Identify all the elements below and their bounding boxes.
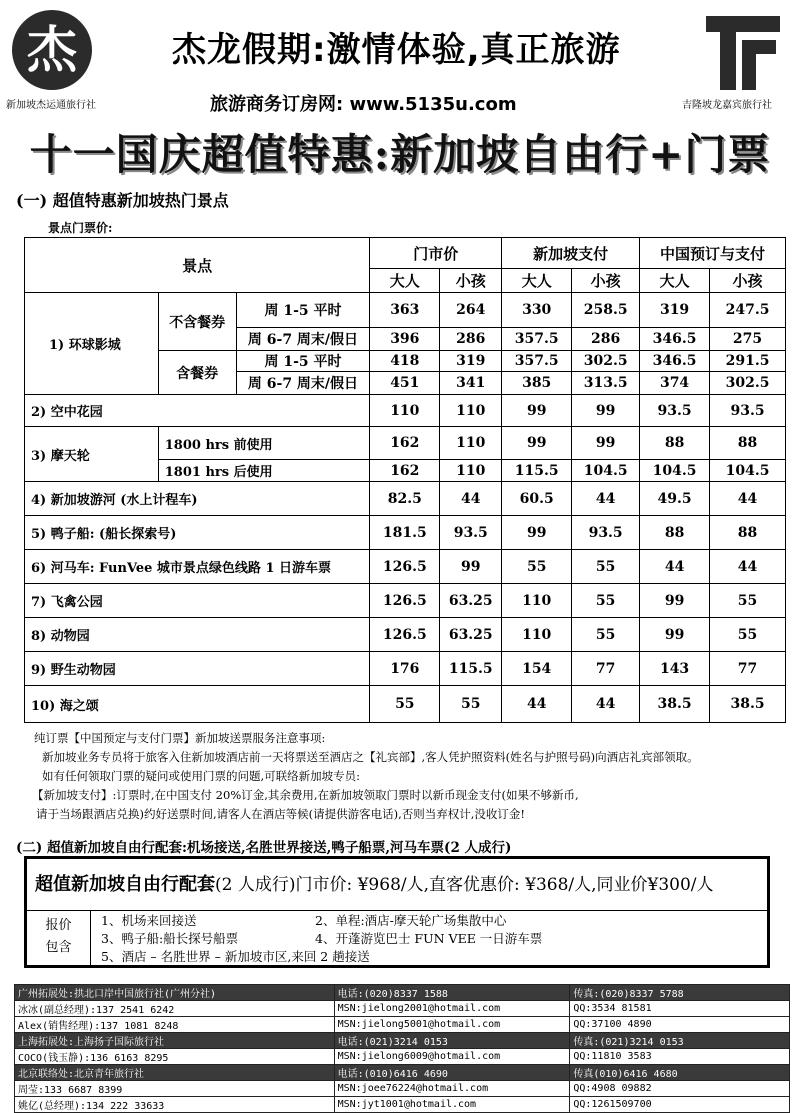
col-cn-pay: 中国预订与支付 (640, 238, 786, 269)
price-cell: 77 (572, 652, 640, 686)
price-cell: 418 (370, 351, 440, 372)
note-line: 纯订票【中国预定与支付门票】新加坡送票服务注意事项: (34, 731, 326, 745)
price-cell: 82.5 (370, 482, 440, 516)
price-cell: 93.5 (440, 516, 502, 550)
price-cell: 264 (440, 293, 502, 328)
price-cell: 55 (572, 584, 640, 618)
price-cell: 346.5 (640, 328, 710, 351)
contact-name: 冰冰(副总经理):137 2541 6242 (15, 1001, 335, 1017)
contact-phone-msn: 电话:(020)8337 1588 (334, 985, 570, 1001)
col-child: 小孩 (572, 269, 640, 293)
package-item-list (101, 912, 761, 966)
price-cell: 181.5 (370, 516, 440, 550)
contact-table (14, 984, 790, 1113)
package-price-line (27, 859, 767, 911)
longjiabin-logo (702, 12, 784, 94)
contact-phone-msn: MSN:joee76224@hotmail.com (334, 1081, 570, 1097)
note-line: 新加坡业务专员将于旅客入住新加坡酒店前一天将票送至酒店之【礼宾部】,客人凭护照资料(姓名与护照号码)向酒店礼宾部领取。 (42, 750, 699, 764)
price-cell: 110 (502, 618, 572, 652)
col-adult: 大人 (640, 269, 710, 293)
price-cell: 374 (640, 372, 710, 395)
price-cell: 110 (370, 395, 440, 427)
contact-office-row (15, 985, 790, 1001)
price-cell: 88 (640, 516, 710, 550)
price-cell: 99 (640, 618, 710, 652)
ticket-notes (32, 729, 796, 824)
price-cell: 110 (502, 584, 572, 618)
price-cell: 302.5 (572, 351, 640, 372)
contact-person-row (15, 1097, 790, 1113)
price-cell: 55 (440, 686, 502, 723)
price-cell: 154 (502, 652, 572, 686)
contact-fax-qq: QQ:11810 3583 (570, 1049, 790, 1065)
main-title: 十一国庆超值特惠:新加坡自由行+门票 (29, 130, 771, 179)
price-cell: 143 (640, 652, 710, 686)
price-cell: 346.5 (640, 351, 710, 372)
flyer-after-label: 1801 hrs 后使用 (158, 460, 370, 482)
price-cell: 99 (440, 550, 502, 584)
contact-person-row (15, 1017, 790, 1033)
price-cell: 357.5 (502, 328, 572, 351)
price-cell: 93.5 (572, 516, 640, 550)
col-sg-pay: 新加坡支付 (502, 238, 640, 269)
note-line: 【新加坡支付】:订票时,在中国支付 20%订金,其余费用,在新加坡领取门票时以新币现金支付(如果不够新币, (32, 788, 579, 802)
contact-phone-msn: 电话:(010)6416 4690 (334, 1065, 570, 1081)
price-cell: 99 (572, 395, 640, 427)
price-cell: 291.5 (710, 351, 786, 372)
price-cell: 115.5 (440, 652, 502, 686)
price-cell: 363 (370, 293, 440, 328)
with-meal-label: 含餐券 (158, 351, 236, 395)
contact-phone-msn: MSN:jielong6009@hotmail.com (334, 1049, 570, 1065)
price-cell: 258.5 (572, 293, 640, 328)
contact-name: 上海拓展处:上海扬子国际旅行社 (15, 1033, 335, 1049)
price-cell: 55 (370, 686, 440, 723)
price-cell: 88 (640, 427, 710, 460)
price-cell: 247.5 (710, 293, 786, 328)
price-cell: 385 (502, 372, 572, 395)
price-cell: 88 (710, 427, 786, 460)
price-cell: 93.5 (710, 395, 786, 427)
agency-right-name: 吉隆坡龙嘉宾旅行社 (682, 100, 772, 111)
price-cell: 63.25 (440, 618, 502, 652)
contact-name: 北京联络处:北京青年旅行社 (15, 1065, 335, 1081)
contact-phone-msn: MSN:jielong2001@hotmail.com (334, 1001, 570, 1017)
price-cell: 286 (440, 328, 502, 351)
contact-fax-qq: QQ:3534 81581 (570, 1001, 790, 1017)
price-cell: 126.5 (370, 550, 440, 584)
price-cell: 77 (710, 652, 786, 686)
price-cell: 104.5 (640, 460, 710, 482)
price-cell: 44 (640, 550, 710, 584)
package-item: 4、开蓬游览巴士 FUN VEE 一日游车票 (315, 931, 543, 946)
row-bird-park-name: 7) 飞禽公园 (25, 584, 370, 618)
price-cell: 38.5 (710, 686, 786, 723)
package-item: 3、鸭子船:船长探号船票 (101, 931, 239, 946)
price-cell: 44 (440, 482, 502, 516)
price-cell: 275 (710, 328, 786, 351)
price-cell: 55 (502, 550, 572, 584)
price-cell: 357.5 (502, 351, 572, 372)
price-cell: 104.5 (572, 460, 640, 482)
price-cell: 396 (370, 328, 440, 351)
package-includes (27, 911, 767, 965)
row-funvee-name: 6) 河马车: FunVee 城市景点绿色线路 1 日游车票 (25, 550, 370, 584)
ticket-price-table (24, 237, 786, 723)
price-cell: 55 (710, 618, 786, 652)
website-line: 旅游商务订房网: www.5135u.com (210, 94, 517, 115)
package-item: 2、单程:酒店-摩天轮广场集散中心 (315, 913, 507, 928)
contact-person-row (15, 1001, 790, 1017)
price-cell: 313.5 (572, 372, 640, 395)
price-cell: 44 (710, 550, 786, 584)
price-cell: 319 (440, 351, 502, 372)
package-price-text: (2 人成行)门市价: ¥968/人,直客优惠价: ¥368/人,同业价¥300/人 (215, 875, 714, 895)
ticket-price-label: 景点门票价: (48, 221, 113, 235)
price-cell: 451 (370, 372, 440, 395)
package-item: 1、机场来回接送 (101, 913, 197, 928)
price-cell: 44 (572, 482, 640, 516)
contact-fax-qq: QQ:1261509700 (570, 1097, 790, 1113)
no-meal-label: 不含餐券 (158, 293, 236, 351)
side-label-line: 包含 (45, 940, 72, 955)
jielong-logo: 杰 (12, 10, 92, 90)
price-cell: 176 (370, 652, 440, 686)
agency-left-name: 新加坡杰运通旅行社 (6, 100, 96, 111)
row-songs-of-sea-name: 10) 海之颂 (25, 686, 370, 723)
price-cell: 286 (572, 328, 640, 351)
contact-office-row (15, 1033, 790, 1049)
price-cell: 115.5 (502, 460, 572, 482)
weekday-label: 周 1-5 平时 (236, 351, 370, 372)
price-cell: 99 (640, 584, 710, 618)
section2-heading: (二) 超值新加坡自由行配套:机场接送,名胜世界接送,鸭子船票,河马车票(2 人成行) (16, 840, 512, 856)
price-cell: 93.5 (640, 395, 710, 427)
row-night-safari-name: 9) 野生动物园 (25, 652, 370, 686)
contact-fax-qq: QQ:37100 4890 (570, 1017, 790, 1033)
price-cell: 99 (502, 395, 572, 427)
flyer-before-label: 1800 hrs 前使用 (158, 427, 370, 460)
price-cell: 162 (370, 460, 440, 482)
price-cell: 99 (502, 516, 572, 550)
col-adult: 大人 (502, 269, 572, 293)
price-cell: 38.5 (640, 686, 710, 723)
row-flyer-name: 3) 摩天轮 (25, 427, 159, 482)
note-line: 如有任何领取门票的疑问或使用门票的问题,可联络新加坡专员: (42, 769, 361, 783)
side-label-line: 报价 (45, 918, 72, 933)
contact-name: COCO(钱玉静):136 6163 8295 (15, 1049, 335, 1065)
contact-name: Alex(销售经理):137 1081 8248 (15, 1017, 335, 1033)
col-retail: 门市价 (370, 238, 502, 269)
weekend-label: 周 6-7 周末/假日 (236, 328, 370, 351)
col-attraction: 景点 (25, 238, 370, 293)
price-cell: 55 (710, 584, 786, 618)
contact-phone-msn: MSN:jielong5001@hotmail.com (334, 1017, 570, 1033)
price-cell: 110 (440, 427, 502, 460)
price-cell: 330 (502, 293, 572, 328)
price-cell: 88 (710, 516, 786, 550)
price-cell: 99 (572, 427, 640, 460)
slogan: 杰龙假期:激情体验,真正旅游 (172, 30, 621, 70)
price-cell: 60.5 (502, 482, 572, 516)
contact-phone-msn: 电话:(021)3214 0153 (334, 1033, 570, 1049)
contact-fax-qq: QQ:4908 09882 (570, 1081, 790, 1097)
col-child: 小孩 (440, 269, 502, 293)
package-side-label (27, 911, 91, 965)
price-cell: 126.5 (370, 584, 440, 618)
price-cell: 44 (502, 686, 572, 723)
package-item: 5、酒店 – 名胜世界 – 新加坡市区,来回 2 趟接送 (101, 949, 370, 964)
contact-office-row (15, 1065, 790, 1081)
price-cell: 341 (440, 372, 502, 395)
contact-fax-qq: 传真:(021)3214 0153 (570, 1033, 790, 1049)
section1-heading: (一) 超值特惠新加坡热门景点 (16, 191, 229, 210)
contact-name: 姚亿(总经理):134 222 33633 (15, 1097, 335, 1113)
price-cell: 44 (572, 686, 640, 723)
row-zoo-name: 8) 动物园 (25, 618, 370, 652)
price-cell: 126.5 (370, 618, 440, 652)
col-adult: 大人 (370, 269, 440, 293)
page-header (0, 0, 800, 118)
package-title: 超值新加坡自由行配套 (35, 874, 215, 895)
row-river-cruise-name: 4) 新加坡游河 (水上计程车) (25, 482, 370, 516)
price-cell: 55 (572, 618, 640, 652)
note-line: 请于当场跟酒店兑换)约好送票时间,请客人在酒店等候(请提供游客电话),否则当弃权计,没收订金! (36, 807, 526, 821)
price-cell: 162 (370, 427, 440, 460)
price-cell: 319 (640, 293, 710, 328)
row-sky-garden-name: 2) 空中花园 (25, 395, 370, 427)
package-box (24, 856, 770, 968)
contact-fax-qq: 传真(010)6416 4680 (570, 1065, 790, 1081)
price-cell: 104.5 (710, 460, 786, 482)
weekday-label: 周 1-5 平时 (236, 293, 370, 328)
row-universal-name: 1) 环球影城 (25, 293, 159, 395)
contact-name: 周莹:133 6687 8399 (15, 1081, 335, 1097)
price-cell: 99 (502, 427, 572, 460)
contact-person-row (15, 1049, 790, 1065)
price-cell: 302.5 (710, 372, 786, 395)
contact-fax-qq: 传真:(020)8337 5788 (570, 985, 790, 1001)
price-cell: 110 (440, 460, 502, 482)
contact-name: 广州拓展处:拱北口岸中国旅行社(广州分社) (15, 985, 335, 1001)
row-duck-boat-name: 5) 鸭子船: (船长探索号) (25, 516, 370, 550)
col-child: 小孩 (710, 269, 786, 293)
price-cell: 49.5 (640, 482, 710, 516)
price-cell: 110 (440, 395, 502, 427)
price-cell: 63.25 (440, 584, 502, 618)
price-cell: 55 (572, 550, 640, 584)
contact-person-row (15, 1081, 790, 1097)
price-cell: 44 (710, 482, 786, 516)
weekend-label: 周 6-7 周末/假日 (236, 372, 370, 395)
contact-phone-msn: MSN:jyt1001@hotmail.com (334, 1097, 570, 1113)
